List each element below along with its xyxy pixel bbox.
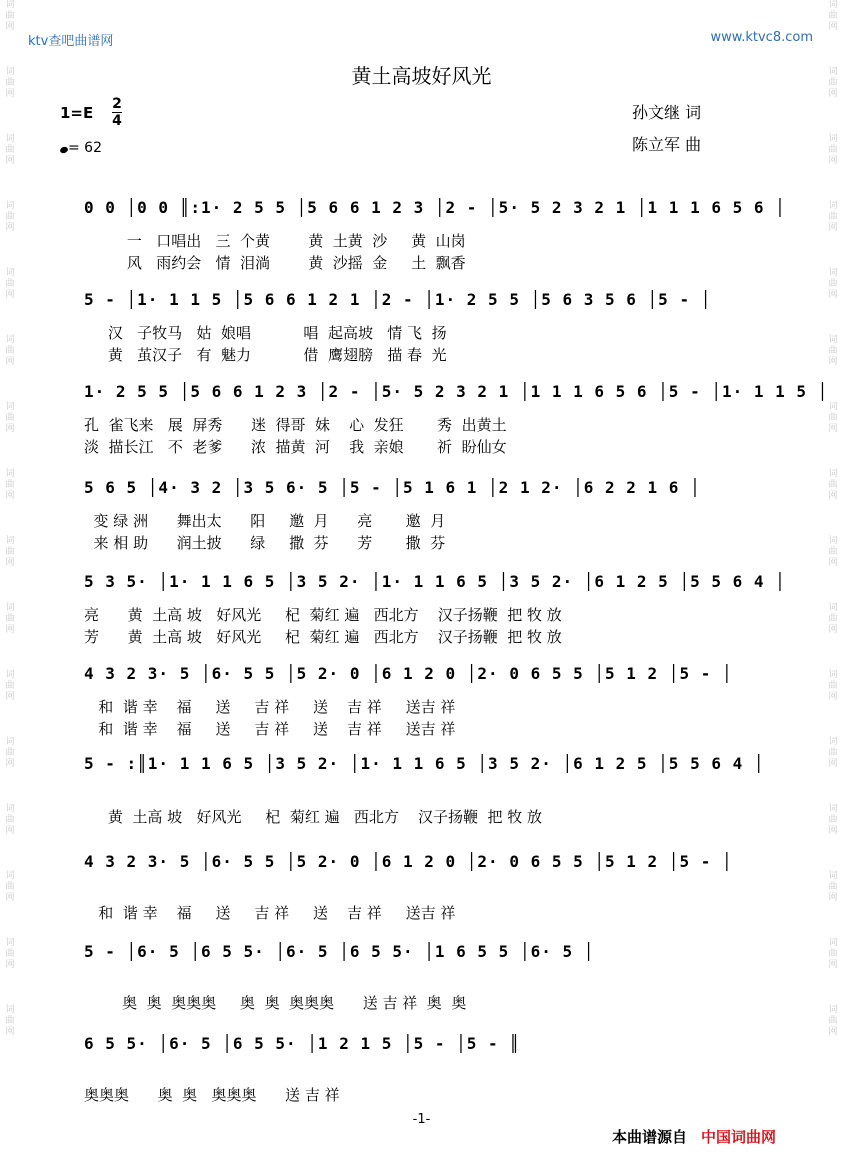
lyric-verse-2: 淡 描长江 不 老爹 浓 描黄 河 我 亲娘 祈 盼仙女	[84, 438, 507, 456]
notation-row: 6 5 5· │6· 5 │6 5 5· │1 2 1 5 │5 - │5 - ║	[84, 1034, 520, 1053]
time-signature-bottom: 4	[112, 113, 122, 129]
notation-row: 5 - │1· 1 1 5 │5 6 6 1 2 1 │2 - │1· 2 5 5 │5 6 3 5 6 │5 - │	[84, 290, 712, 309]
tempo-marking	[60, 140, 102, 156]
lyric-row: 奥 奥 奥奥奥 奥 奥 奥奥奥 送 吉 祥 奥 奥	[84, 994, 467, 1012]
lyric-verse-2: 黄 茧汉子 有 魅力 借 鹰翅膀 描 春 光	[84, 346, 447, 364]
lyric-row: 黄 土高 坡 好风光 杞 菊红 遍 西北方 汉子扬鞭 把 牧 放	[84, 808, 543, 826]
notation-row: 5 6 5 │4· 3 2 │3 5 6· 5 │5 - │5 1 6 1 │2 1 2· │6 2 2 1 6 │	[84, 478, 701, 497]
notation-row: 4 3 2 3· 5 │6· 5 5 │5 2· 0 │6 1 2 0 │2· 0 6 5 5 │5 1 2 │5 - │	[84, 852, 733, 871]
lyricist-credit: 孙文继 词	[632, 103, 702, 122]
notation-row: 0 0 │0 0 ║:1· 2 5 5 │5 6 6 1 2 3 │2 - │5· 5 2 3 2 1 │1 1 1 6 5 6 │	[84, 198, 786, 217]
lyric-row: 和 谐 幸 福 送 吉 祥 送 吉 祥 送吉 祥	[84, 904, 456, 922]
song-title: 黄土高坡好风光	[351, 64, 492, 88]
tempo-value: = 62	[68, 140, 102, 156]
notation-row: 5 - :║1· 1 1 6 5 │3 5 2· │1· 1 1 6 5 │3 5 2· │6 1 2 5 │5 5 6 4 │	[84, 754, 765, 773]
lyric-verse-1: 汉 子牧马 姑 娘唱 唱 起高坡 情 飞 扬	[84, 324, 447, 342]
watermark-right: 词曲网 词曲网 词曲网 词曲网 词曲网 词曲网 词曲网 词曲网 词曲网 词曲网 词曲网 词曲网 词曲网 词曲网 词曲网 词曲网	[828, 0, 838, 1037]
lyric-verse-2: 来 相 助 润土披 绿 撒 芬 芳 撒 芬	[84, 534, 446, 552]
lyric-verse-2: 芳 黄 土高 坡 好风光 杞 菊红 遍 西北方 汉子扬鞭 把 牧 放	[84, 628, 562, 646]
lyric-verse-2: 和 谐 幸 福 送 吉 祥 送 吉 祥 送吉 祥	[84, 720, 456, 738]
lyric-row: 奥奥奥 奥 奥 奥奥奥 送 吉 祥	[84, 1086, 340, 1104]
notation-row: 5 3 5· │1· 1 1 6 5 │3 5 2· │1· 1 1 6 5 │3 5 2· │6 1 2 5 │5 5 6 4 │	[84, 572, 786, 591]
source-site-link[interactable]: 中国词曲网	[701, 1128, 777, 1146]
header-site-left[interactable]: ktv查吧曲谱网	[28, 34, 114, 49]
lyric-verse-2: 风 雨约会 情 泪淌 黄 沙摇 金 土 飘香	[84, 254, 466, 272]
header-site-right[interactable]: www.ktvc8.com	[710, 30, 813, 45]
watermark-left: 词曲网 词曲网 词曲网 词曲网 词曲网 词曲网 词曲网 词曲网 词曲网 词曲网 词曲网 词曲网 词曲网 词曲网 词曲网 词曲网	[5, 0, 15, 1037]
time-signature	[112, 96, 122, 129]
time-signature-top: 2	[112, 96, 122, 112]
lyric-verse-1: 亮 黄 土高 坡 好风光 杞 菊红 遍 西北方 汉子扬鞭 把 牧 放	[84, 606, 562, 624]
notation-row: 5 - │6· 5 │6 5 5· │6· 5 │6 5 5· │1 6 5 5 │6· 5 │	[84, 942, 595, 961]
source-label: 本曲谱源自	[612, 1128, 688, 1146]
lyric-verse-1: 一 口唱出 三 个黄 黄 土黄 沙 黄 山岗	[84, 232, 466, 250]
key-signature: 1=E	[60, 104, 94, 122]
composer-credit: 陈立军 曲	[632, 135, 702, 154]
source-credit	[612, 1126, 776, 1147]
lyric-verse-1: 和 谐 幸 福 送 吉 祥 送 吉 祥 送吉 祥	[84, 698, 456, 716]
lyric-verse-1: 孔 雀飞来 展 屏秀 迷 得哥 妹 心 发狂 秀 出黄土	[84, 416, 507, 434]
notation-row: 4 3 2 3· 5 │6· 5 5 │5 2· 0 │6 1 2 0 │2· 0 6 5 5 │5 1 2 │5 - │	[84, 664, 733, 683]
lyric-verse-1: 变 绿 洲 舞出太 阳 邀 月 亮 邀 月	[84, 512, 446, 530]
page-number: -1-	[412, 1112, 431, 1127]
notation-row: 1· 2 5 5 │5 6 6 1 2 3 │2 - │5· 5 2 3 2 1 │1 1 1 6 5 6 │5 - │1· 1 1 5 │	[84, 382, 829, 401]
